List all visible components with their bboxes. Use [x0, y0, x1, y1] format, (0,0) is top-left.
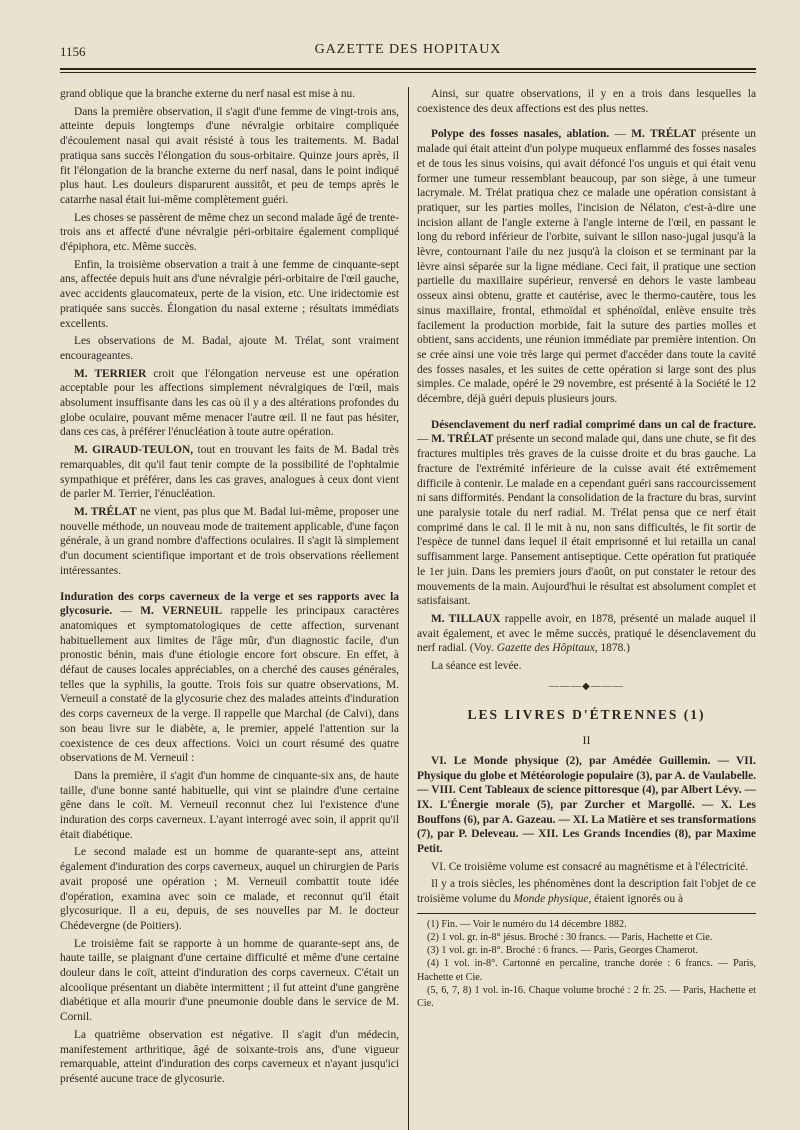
paragraph: La séance est levée. [431, 660, 522, 673]
speaker-name: M. TRÉLAT [74, 505, 137, 518]
left-column [60, 87, 399, 1090]
footnote: (2) 1 vol. gr. in-8° jésus. Broché : 30 francs. — Paris, Hachette et Cie. [427, 932, 713, 944]
header-rule-thin [60, 72, 756, 73]
paragraph [60, 367, 399, 441]
paragraph-text: tout en trouvant les faits de M. Badal très remarquables, dit qu'il faut tenir compte de la possibilité de l'ophtalmie sympathique et préférer, dans les cas graves, analogues à ceux dont vient de parler M. Terrier, l'énucléation. [60, 444, 399, 501]
paragraph: Désenclavement du nerf radial comprimé dans un cal de fracture. — M. TRÉLAT présente un second malade qui, dans une chute, se fit des fractures multiples très graves de la cuisse droite et du bras gauche. La fracture de l'extrémité inférieure de la cuisse avait été extrêmement difficile à contenir. Le malade en a cependant guéri sans raccourcissement ni sans difformités. Pendant la consolidation de la fracture du bras, survint une paralysie totale du nerf radial. M. Trélat pensa que ce nerf était comprimé dans le cal. Il le mit à nu, non sans difficultés, le fit sortir de l'espèce de tunnel dans lequel il était emprisonné et lui retailla un canal suffisamment large. Pansement antiseptique. Cette opération fut pratiquée le 1er juin. Dans les premiers jours d'août, on put constater le retour des mouvements de la main. Aujourd'hui le résultat est absolument complet et satisfaisant. [417, 418, 756, 608]
speaker-name: M. TILLAUX [431, 612, 501, 625]
paragraph: Ainsi, sur quatre observations, il y en a trois dans lesquelles la coexistence des deux affections est des plus nettes. [417, 88, 756, 115]
book-list: VI. Le Monde physique (2), par Amédée Guillemin. — VII. Physique du globe et Météorologie populaire (3), par A. de Vaulabelle. — VIII. Cent Tableaux de science pittoresque (4), par Albert Lévy. — IX. L'Énergie morale (5), par Zurcher et Margollé. — X. Les Bouffons (6), par A. Gazeau. — XI. La Matière et ses transformations (7), par P. Deleveau. — XII. Les Grands Incendies (8), par Maxime Petit. [417, 754, 756, 856]
footnotes [417, 918, 756, 1010]
paragraph: Les choses se passèrent de même chez un second malade âgé de trente-trois ans et affecté d'une névralgie péri-orbitaire également compliqué d'épiphora, etc. Même succès. [60, 211, 399, 254]
speaker-name: M. TERRIER [74, 367, 147, 380]
paragraph [60, 505, 399, 579]
column-divider [408, 87, 409, 1130]
section-title: LES LIVRES D'ÉTRENNES (1) [467, 707, 706, 723]
paragraph: Le troisième fait se rapporte à un homme de quarante-sept ans, de haute taille, se plaignant d'une certaine difficulté et même d'une certaine douleur dans le coït, atteint d'induration des corps caverneux. C'était un alcoolique présentant un diabète intermittent ; il fut atteint d'une gangrène diabétique et alla mourir d'une pneumonie double dans le service de M. Cornil. [60, 937, 399, 1024]
paragraph-text: présente un second malade qui, dans une chute, se fit des fractures multiples très graves de la cuisse droite et du bras gauche. La fracture de l'extrémité inférieure de la cuisse avait été extrêmement difficile à contenir. Le malade en a cependant guéri sans raccourcissement ni sans difformités. Pendant la consolidation de la fracture du bras, survint une paralysie totale du nerf radial. M. Trélat pensa que ce nerf était comprimé dans le cal. Il le mit à nu, non sans difficultés, le fit sortir de l'espèce de tunnel dans lequel il était emprisonné et lui retailla un canal suffisamment large. Pansement antiseptique. Cette opération fut pratiquée le 1er juin. Dans les premiers jours d'août, on put constater le retour des mouvements de la main. Aujourd'hui le résultat est absolument complet et satisfaisant. [417, 433, 756, 608]
speaker-name: M. GIRAUD-TEULON, [74, 444, 194, 457]
part-number: II [582, 733, 591, 748]
paragraph: Dans la première, il s'agit d'un homme de cinquante-six ans, de haute taille, d'une bonne santé habituelle, qui vint se plaindre d'une certaine gêne dans le coït. M. Verneuil reconnut chez lui l'existence d'une induration des corps caverneux. L'ayant interrogé avec soin, il apprit qu'il était diabétique. [60, 769, 399, 841]
footnote: (4) 1 vol. in-8°. Cartonné en percaline, tranche dorée : 6 francs. — Paris, Hachette et Cie. [417, 958, 756, 983]
paragraph: La quatrième observation est négative. Il s'agit d'un médecin, manifestement arthritique, âgé de soixante-trois ans, d'une vigueur remarquable, atteint d'induration des corps caverneux et n'ayant jusqu'ici présenté aucune trace de glycosurie. [60, 1028, 399, 1085]
subsection-title: Désenclavement du nerf radial comprimé dans un cal de fracture. [431, 418, 756, 431]
book-reference: Monde physique, [513, 893, 592, 906]
paragraph-text: rappelle les principaux caractères anatomiques et symptomatologiques de cette affection, survenant habituellement aux limites de l'âge mûr, d'un diagnostic facile, d'un pronostic bénin, mais d'une étiologie encore fort obscure. En effet, à défaut de causes locales appréciables, on a cherché des causes générales, telles que la syphilis, la goutte. Trois fois sur quatre observations, M. Verneuil a constaté de la glycosurie chez des malades atteints d'induration des corps caverneux de la verge. Il rappelle que Marchal (de Calvi), dans son beau livre sur le diabète, a, le premier, appelé l'attention sur la coexistence de ces deux affections. Voici un court résumé des quatre observations de M. Verneuil : [60, 605, 399, 765]
paragraph-text: 1878.) [597, 642, 630, 655]
footnote-rule [417, 913, 756, 914]
section-separator: ———◆——— [549, 680, 624, 692]
paragraph [417, 877, 756, 906]
footnote: (1) Fin. — Voir le numéro du 14 décembre 1882. [427, 918, 627, 930]
journal-reference: Gazette des Hôpitaux, [496, 642, 598, 655]
subsection-title: Induration des corps caverneux de la verge et ses rapports avec la glycosurie. [60, 590, 399, 618]
paragraph-text: croit que l'élongation nerveuse est une opération acceptable pour les affections simplement névralgiques de l'œil, mais absolument insuffisante dans les cas où il y a des altérations profondes du globe oculaire, pouvant même menacer l'autre œil. Il ne faut pas hésiter, dans ces cas, à préférer l'énucléation à toute autre opération. [60, 367, 399, 439]
running-head [60, 40, 756, 62]
page-number: 1156 [60, 44, 86, 59]
subsection-title: Polype des fosses nasales, ablation. [431, 128, 610, 141]
paragraph: VI. Ce troisième volume est consacré au magnétisme et à l'électricité. [431, 860, 749, 873]
paragraph: Dans la première observation, il s'agit d'une femme de vingt-trois ans, atteinte depuis longtemps d'une névralgie orbitaire compliquée d'écoulement nasal qui avait résisté à tous les traitements. M. Badal pratiqua sans succès l'élongation du sous-orbitaire. Quinze jours après, il fit l'élongation de la branche externe du nerf nasal, dans le point indiqué plus haut. Les douleurs disparurent aussitôt, et peu de temps après le catarrhe nasal était lui-même complètement guéri. [60, 105, 399, 206]
paragraph: Les observations de M. Badal, ajoute M. Trélat, sont vraiment encourageantes. [60, 335, 399, 362]
paragraph [417, 612, 756, 656]
paragraph-text: étaient ignorés ou à [591, 893, 684, 906]
paragraph: Induration des corps caverneux de la verge et ses rapports avec la glycosurie. — M. VERNEUIL rappelle les principaux caractères anatomiques et symptomatologiques de cette affection, survenant habituellement aux limites de l'âge mûr, d'un diagnostic facile, d'un pronostic bénin, mais d'une étiologie encore fort obscure. En effet, à défaut de causes locales appréciables, on a cherché des causes générales, telles que la syphilis, la goutte. Trois fois sur quatre observations, M. Verneuil a constaté de la glycosurie chez des malades atteints d'induration des corps caverneux de la verge. Il rappelle que Marchal (de Calvi), dans son beau livre sur le diabète, a, le premier, appelé l'attention sur la coexistence de ces deux affections. Voici un court résumé des quatre observations de M. Verneuil : [60, 590, 399, 765]
paragraph-text: rappelle avoir, en 1878, présenté un malade auquel il avait également, et avec le même succès, pratiqué le désenclavement du nerf radial. (Voy. [417, 612, 756, 655]
paragraph-text: Il y a trois siècles, les phénomènes dont la description fait l'objet de ce troisième volume du [417, 878, 756, 906]
journal-title: GAZETTE DES HOPITAUX [314, 42, 502, 57]
header-rule-thick [60, 68, 756, 70]
paragraph [60, 443, 399, 502]
paragraph: Polype des fosses nasales, ablation. — M. TRÉLAT présente un malade qui était atteint d'un polype muqueux enflammé des fosses nasales et de tous les sinus voisins, qui avait défoncé l'os unguis et qui était venu former une tumeur ressemblant beaucoup, par son siège, à une tumeur lacrymale. M. Trélat pratiqua chez ce malade une opération consistant à pratiquer, sur les parties molles, l'incision de Nélaton, c'est-à-dire une incision allant de l'angle externe à l'angle interne de l'œil, en passant le long du rebord inférieur de l'orbite, suivant le sillon naso-jugal jusqu'à la lèvre, contournant l'aile du nez jusqu'à la cloison et se terminant par la lèvre ainsi séparée sur la ligne médiane. Ceci fait, il pratique une section partielle du maxillaire supérieur, renversé en dehors le vaste lambeau osseux ainsi obtenu, gratte et cautérise, avec le thermo-cautère, tous les sinus maxillaire, frontal, ethmoïdal et sphénoïdal, enlève ensuite très facilement la production morbide, fait la suture des parties molles et obtient, sans accidents, une réunion immédiate par première intention. On se crée ainsi une voie très large qui permet d'accéder dans toute la cavité des fosses nasales, et les suites de cette opération si large sont des plus simples. Ce malade, opéré le 29 novembre, est présenté à la Société le 12 décembre, déjà guéri depuis plusieurs jours. [417, 128, 756, 406]
speaker-name: M. TRÉLAT [631, 128, 696, 141]
paragraph-text: présente un malade qui était atteint d'un polype muqueux enflammé des fosses nasales et de tous les sinus voisins, qui avait défoncé l'os unguis et qui était venu former une tumeur ressemblant beaucoup, par son siège, à une tumeur lacrymale. M. Trélat pratiqua chez ce malade une opération consistant à pratiquer, sur les parties molles, l'incision de Nélaton, c'est-à-dire une incision allant de l'angle externe à l'angle interne de l'œil, en passant le long du rebord inférieur de l'orbite, suivant le sillon naso-jugal jusqu'à la lèvre, contournant l'aile du nez jusqu'à la cloison et se terminant par la lèvre ainsi séparée sur la ligne médiane. Ceci fait, il pratique une section partielle du maxillaire supérieur, renversé en dehors le vaste lambeau osseux ainsi obtenu, gratte et cautérise, avec le thermo-cautère, tous les sinus maxillaire, frontal, ethmoïdal et sphénoïdal, enlève ensuite très facilement la production morbide, fait la suture des parties molles et obtient, sans accidents, une réunion immédiate par première intention. On se crée ainsi une voie très large qui permet d'accéder dans toute la cavité des fosses nasales, et les suites de cette opération si large sont des plus simples. Ce malade, opéré le 29 novembre, est présenté à la Société le 12 décembre, déjà guéri depuis plusieurs jours. [417, 128, 756, 406]
article-columns [60, 87, 756, 1090]
footnote: (5, 6, 7, 8) 1 vol. in-16. Chaque volume broché : 2 fr. 25. — Paris, Hachette et Cie. [417, 984, 756, 1010]
speaker-name: M. TRÉLAT [431, 433, 494, 446]
paragraph: Le second malade est un homme de quarante-sept ans, atteint également d'induration des corps caverneux, auquel un chirurgien de Paris avait proposé une opération ; M. Verneuil combattit toute idée d'opération, examina avec soin ce malade, et reconnut qu'il était glycosurique. Il a eu, depuis, de ses nouvelles par M. le docteur Chédevergne (de Poitiers). [60, 846, 399, 932]
speaker-name: M. VERNEUIL [140, 605, 223, 618]
paragraph: Enfin, la troisième observation a trait à une femme de cinquante-sept ans, affectée depuis huit ans d'une névralgie péri-orbitaire de l'œil gauche, avec accidents glaucomateux, perte de la vision, etc. Une iridectomie est pratiquée sans succès. Élongation du nasal externe ; résultats immédiats excellents. [60, 258, 399, 330]
footnote: (3) 1 vol. gr. in-8°. Broché : 6 francs. — Paris, Georges Chamerot. [427, 945, 698, 957]
paragraph: grand oblique que la branche externe du nerf nasal est mise à nu. [60, 88, 356, 100]
right-column [417, 87, 756, 1090]
paragraph-text: ne vient, pas plus que M. Badal lui-même, proposer une nouvelle méthode, un nouveau mode de traitement applicable, d'une façon générale, à un grand nombre d'affections oculaires. Il s'agit là simplement d'un document scientifique important et de trois observations réellement intéressantes. [60, 505, 399, 577]
